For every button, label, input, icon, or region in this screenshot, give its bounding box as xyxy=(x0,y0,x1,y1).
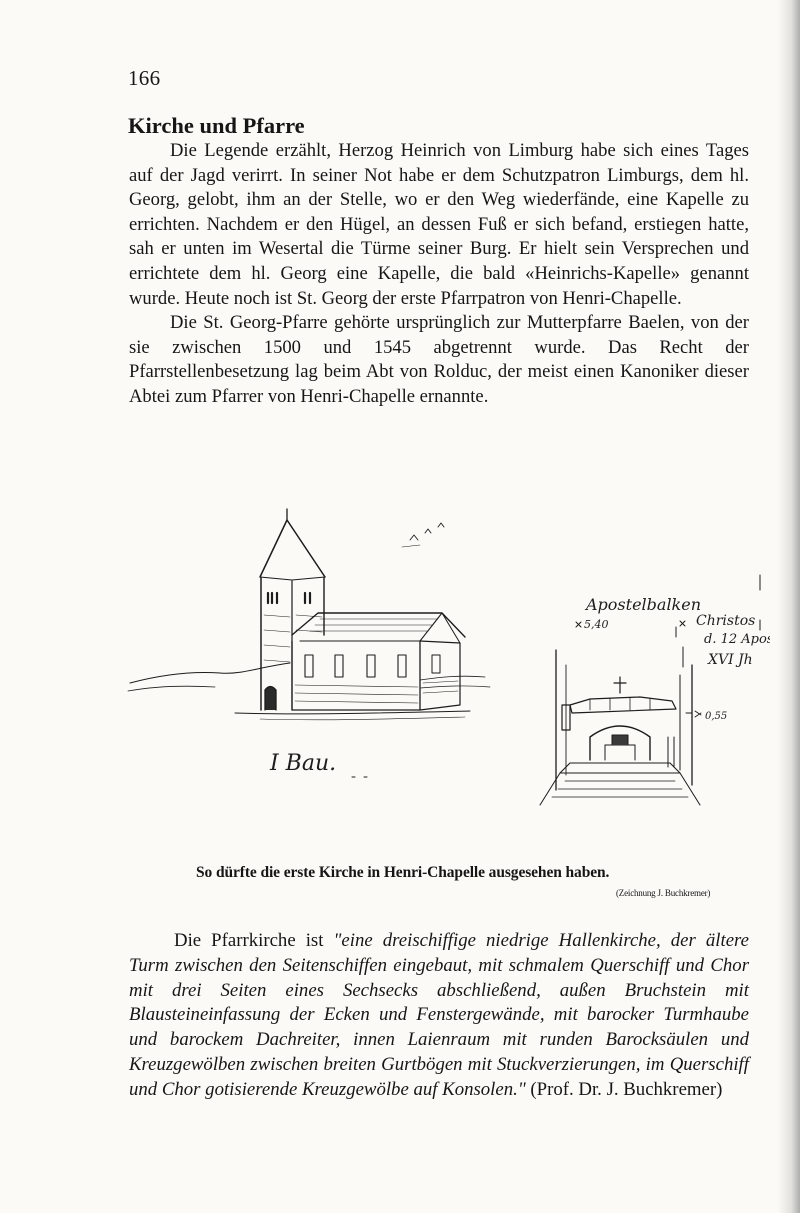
quote-attribution: (Prof. Dr. J. Buchkremer) xyxy=(525,1078,723,1100)
quote-intro: Die Pfarrkirche ist xyxy=(174,930,334,951)
label-apostelbalken: Apostelbalken xyxy=(586,595,702,614)
quote-block xyxy=(129,929,749,1103)
label-apostles: d. 12 Apos xyxy=(704,632,770,647)
quote-text: "eine dreischiffige niedrige Hallenkirche, der ältere Turm zwischen den Seitenschiffen eingebaut, mit schmalem Querschiff und Chor mit drei Seiten eines Sechsecks abschließend, außen Bruchstein mit Blausteineinfassung der Ecken und Fenstergewände, mit barocker Turmhaube und barockem Dachreiter, innen Laienraum mit runden Barocksäulen und Kreuzgewölben zwischen breiten Gurtbögen mit Stuckverzierungen, im Querschiff und Chor gotisierende Kreuzgewölbe auf Konsolen." xyxy=(129,930,749,1100)
paragraph-legend: Die Legende erzählt, Herzog Heinrich von Limburg habe sich eines Tages auf der Jagd verirrt. In seiner Not habe er dem Schutzpatron Limburgs, dem hl. Georg, gelobt, ihm an der Stelle, wo er den Weg wiederfände, eine Kapelle zu errichten. Nachdem er den Hügel, an dessen Fuß er sich befand, erstiegen hatte, sah er unten im Wesertal die Türme seiner Burg. Er hielt sein Versprechen und errichtete dem hl. Georg eine Kapelle, die bald «Heinrichs-Kapelle» genannt wurde. Heute noch ist St. Georg der erste Pfarrpatron von Henri-Chapelle. xyxy=(129,140,749,309)
label-measure-2: 0,55 xyxy=(705,711,728,722)
church-sketch-figure xyxy=(120,505,770,815)
paragraph-quote xyxy=(129,929,749,1103)
figure-caption: So dürfte die erste Kirche in Henri-Chapelle ausgesehen haben. xyxy=(196,864,610,881)
body-text xyxy=(129,139,749,410)
sketch-signature: I Bau. xyxy=(270,751,337,776)
paragraph-parish: Die St. Georg-Pfarre gehörte ursprünglich zur Mutterpfarre Baelen, von der sie zwischen 1500 und 1545 abgetrennt wurde. Das Recht der Pfarrstellenbesetzung lag beim Abt von Rolduc, der meist einen Kanoniker dieser Abtei zum Pfarrer von Henri-Chapelle ernannte. xyxy=(129,312,749,407)
church-exterior-sketch xyxy=(128,509,490,777)
label-roman-numeral: XVI Jh xyxy=(708,652,753,668)
church-interior-sketch xyxy=(540,575,770,805)
page-edge-shadow xyxy=(778,0,800,1213)
label-measure-1: 5,40 xyxy=(584,618,609,631)
figure-credit: (Zeichnung J. Buchkremer) xyxy=(616,888,711,898)
page-number: 166 xyxy=(128,66,161,90)
label-christos: Christos xyxy=(696,613,756,629)
section-heading: Kirche und Pfarre xyxy=(128,113,305,138)
